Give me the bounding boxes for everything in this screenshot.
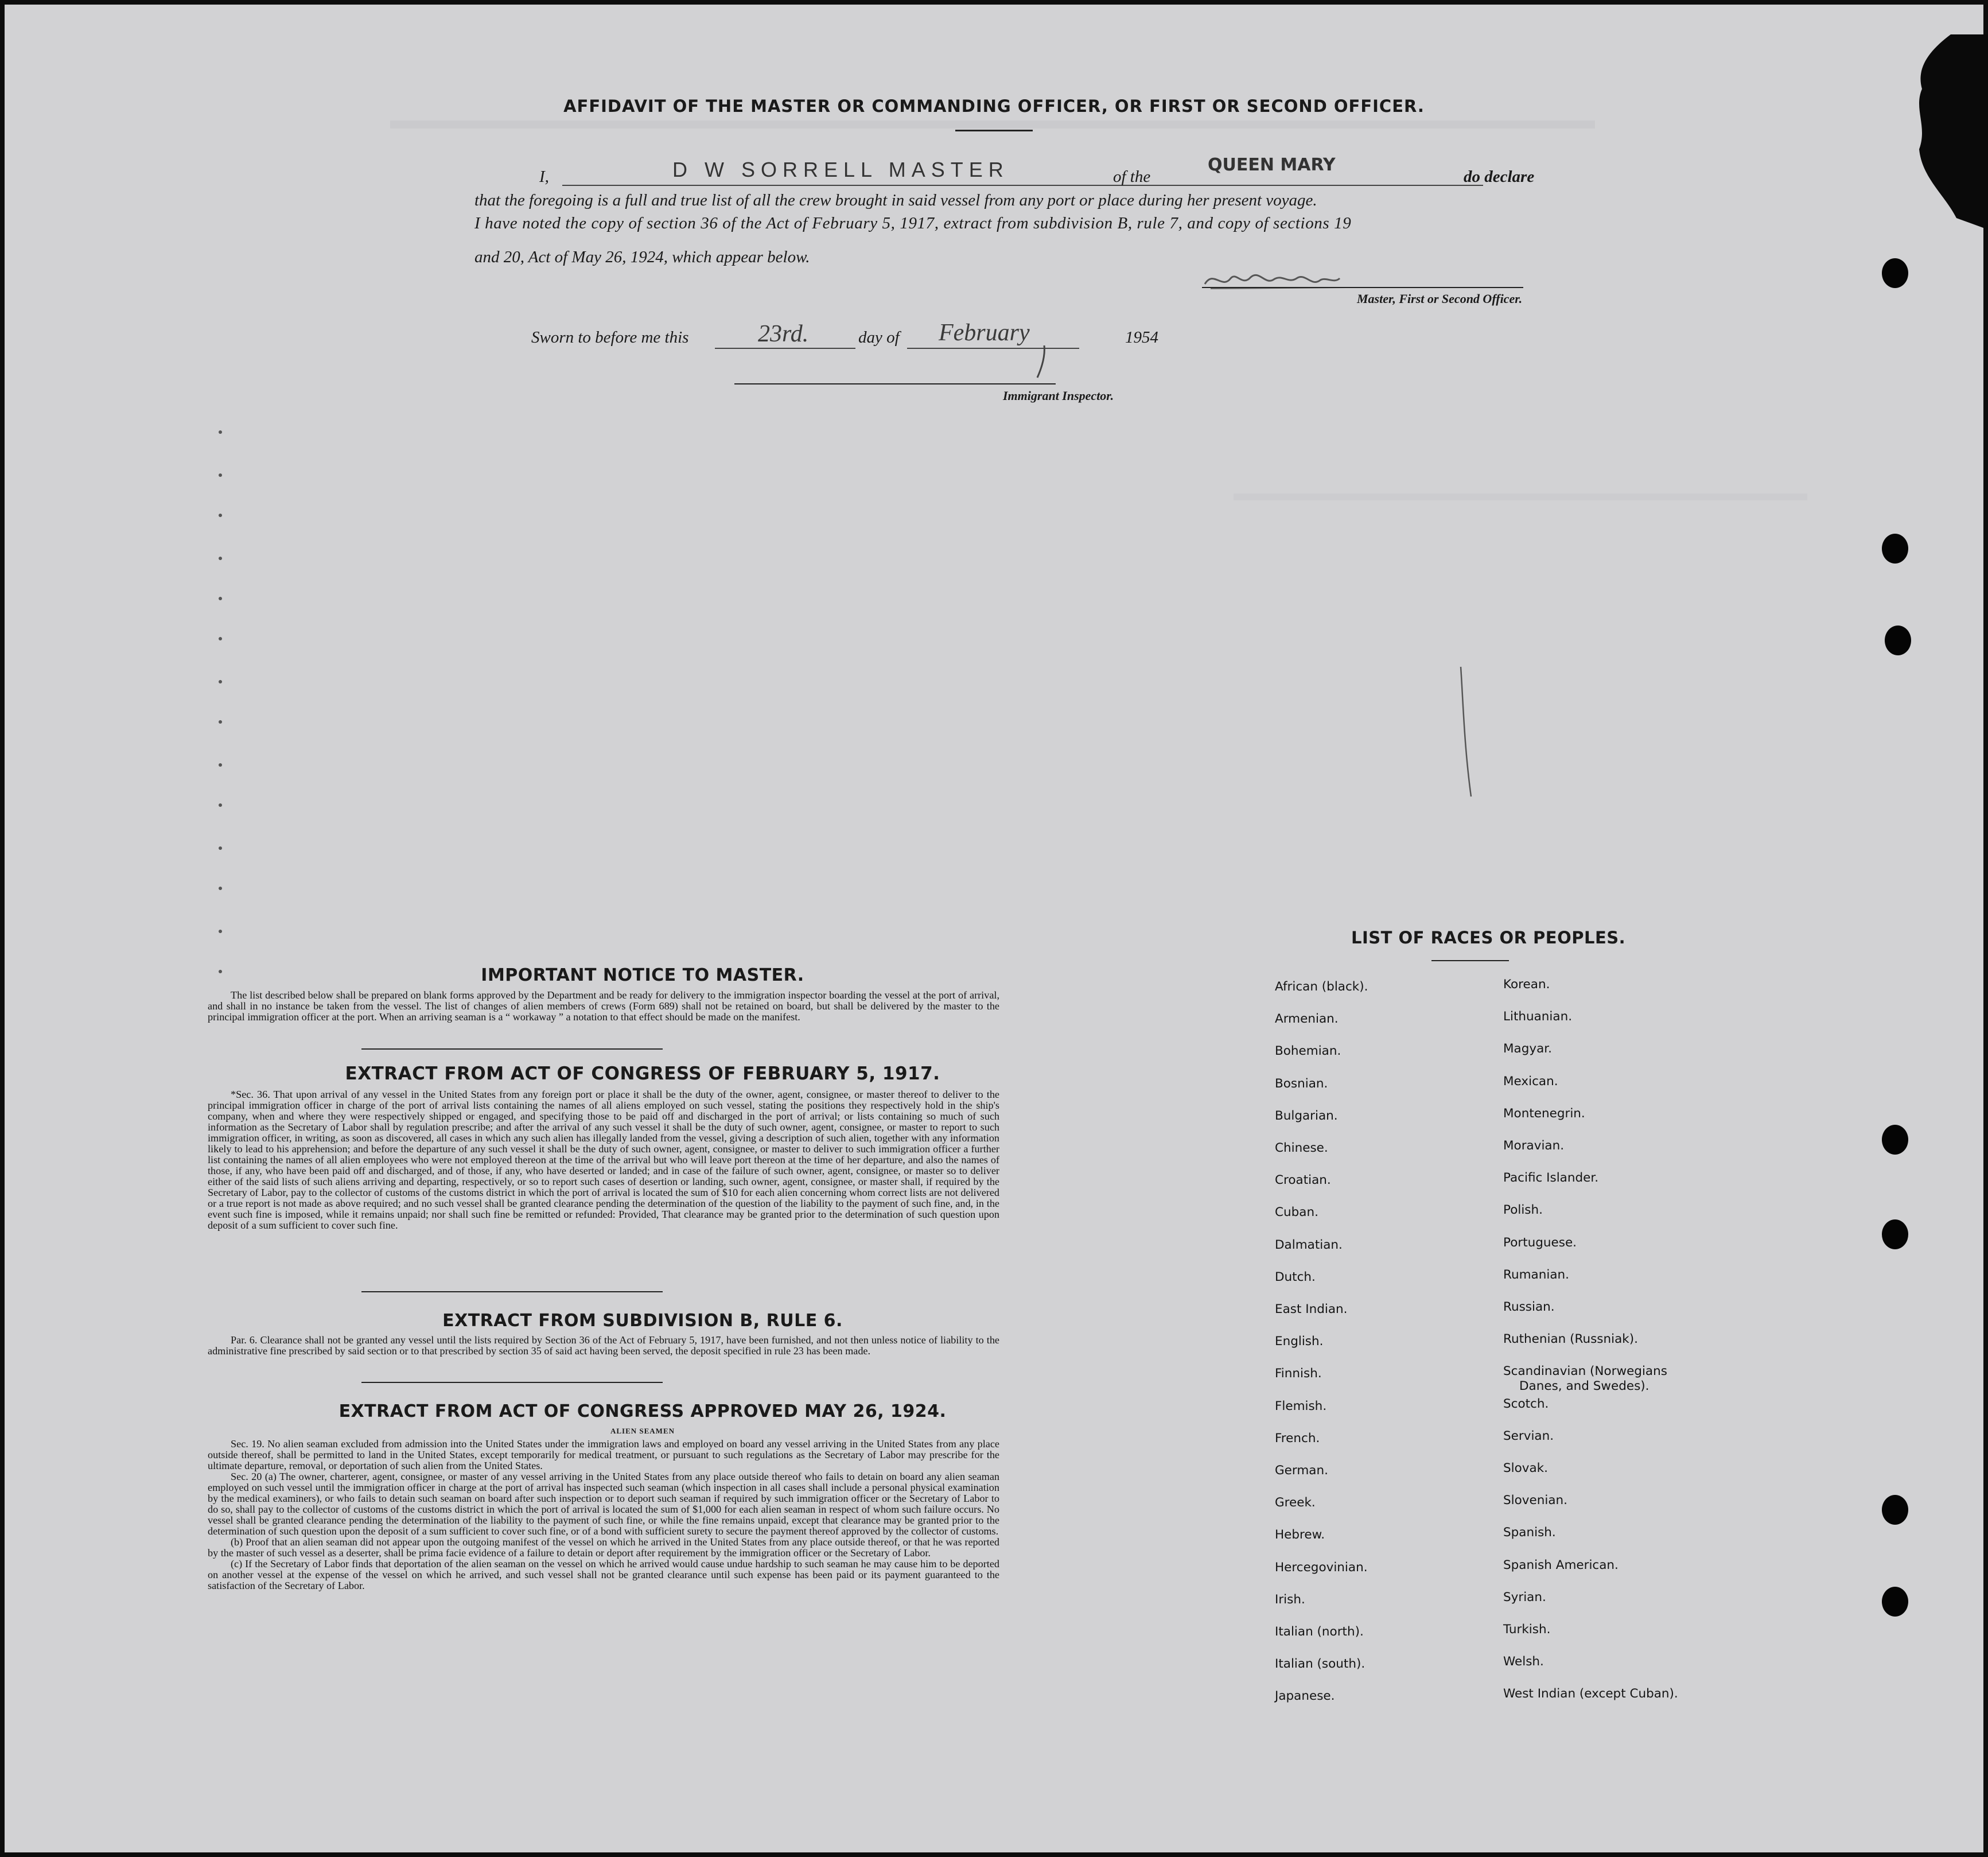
title-underline	[955, 130, 1033, 131]
margin-dot	[219, 887, 222, 890]
race-item: Montenegrin.	[1503, 1106, 1585, 1121]
margin-dot	[219, 473, 222, 477]
race-item: Slovak.	[1503, 1461, 1548, 1475]
race-item: Flemish.	[1275, 1398, 1327, 1413]
stray-pen-mark	[1457, 666, 1475, 798]
master-name-handwritten: D W SORRELL MASTER	[672, 158, 1009, 181]
sworn-month-handwritten: February	[939, 320, 1030, 346]
notice-paragraph: The list described below shall be prepared on blank forms approved by the Department and be ready for delivery to the immigration inspector boarding the vessel at the port of arrival, and shall in no instance be taken from the vessel. The list of changes of alien members of crews (Form 689) shall not be retained on board, but shall be delivered by the master to the principal immigration officer at the port. When an arriving seaman is a “ workaway ” a notation to that effect should be made on the manifest.	[208, 989, 999, 1023]
margin-dot	[219, 720, 222, 724]
binder-hole	[1885, 626, 1911, 655]
race-item: Scotch.	[1503, 1396, 1549, 1411]
bleed-through-shadow-2	[1234, 494, 1807, 518]
race-item: Bosnian.	[1275, 1076, 1328, 1091]
extract1-title: EXTRACT FROM ACT OF CONGRESS OF FEBRUARY 5, 1917.	[345, 1063, 940, 1084]
margin-dot	[219, 597, 222, 600]
of-the-label: of the	[1113, 168, 1151, 186]
pen-stroke	[1033, 344, 1050, 379]
race-item: Lithuanian.	[1503, 1009, 1573, 1024]
sworn-year: 1954	[1125, 328, 1158, 347]
sworn-day-handwritten: 23rd.	[758, 321, 809, 347]
signature-caption: Master, First or Second Officer.	[1357, 292, 1523, 306]
master-signature	[1202, 267, 1397, 293]
race-item: Welsh.	[1503, 1654, 1544, 1669]
binder-hole	[1882, 258, 1908, 288]
extract3-paragraph-1: Sec. 19. No alien seaman excluded from admission into the United States under the immigration laws and employed on board any vessel arriving in the United States from any place outside thereof, shall be permitted to land in the United States, except temporarily for medical treatment, or pursuant to such regulations as the Secretary of Labor may prescribe for the ultimate departure, removal, or deportation of such alien from the United States.	[208, 1438, 999, 1471]
day-of-label: day of	[858, 328, 900, 347]
divider	[361, 1382, 663, 1383]
race-item: Slovenian.	[1503, 1493, 1567, 1508]
race-item: Chinese.	[1275, 1141, 1328, 1155]
extract1-paragraph: *Sec. 36. That upon arrival of any vessel in the United States from any foreign port or place it shall be the duty of the owner, agent, consignee, or master thereof to deliver to the principal immigration officer in charge of the port of arrival lists containing the names of all aliens employed on such vessel, stating the positions they respectively hold in the ship's company, when and where they were respectively shipped or engaged, and specifying those to be paid off and discharged in the port of arrival; or lists containing so much of such information as the Secretary of Labor shall by regulation prescribe; and after the arrival of any such vessel it shall be the duty of such owner, agent, consignee, or master to report to such immigration officer, in writing, as soon as discovered, all cases in which any such alien has illegally landed from the vessel, giving a description of such alien, together with any information likely to lead to his apprehension; and before the departure of any such vessel it shall be the duty of such owner, agent, consignee, or master to deliver to such immigration officer a further list containing the names of all alien employees who were not employed thereon at the time of the arrival but who will leave port thereon at the time of her departure, and also the names of those, if any, who have been paid off and discharged, and of those, if any, who have deserted or landed; and in case of the failure of such owner, agent, consignee, or master so to deliver either of the said lists of such aliens arriving and departing, respectively, or so to report such cases of desertion or landing, such owner, agent, consignee, or master shall, if required by the Secretary of Labor, pay to the collector of customs of the customs district in which the port of arrival is located the sum of $10 for each alien concerning whom correct lists are not delivered or a true report is not made as above required; and no such vessel shall be granted clearance pending the determination of the question of the liability to the payment of such fine, and, in the event such fine is imposed, while it remains unpaid; nor shall such fine be remitted or refunded: Provided, That clearance may be granted prior to the determination of such question upon deposit of a sum sufficient to cover such fine.	[208, 1089, 999, 1231]
extract1-text	[208, 1089, 999, 1231]
race-item: Moravian.	[1503, 1139, 1565, 1153]
race-item: Polish.	[1503, 1203, 1543, 1218]
binder-hole	[1882, 534, 1908, 564]
race-item: Greek.	[1275, 1495, 1316, 1510]
extract3-title: EXTRACT FROM ACT OF CONGRESS APPROVED MAY 26, 1924.	[339, 1401, 947, 1421]
races-title-underline	[1431, 960, 1509, 961]
extract2-paragraph: Par. 6. Clearance shall not be granted any vessel until the lists required by Section 36 of the Act of February 5, 1917, have been furnished, and not then unless notice of liability to the administrative fine prescribed by said section or to that prescribed by section 35 of said act having been served, the deposit specified in rule 23 has been made.	[208, 1334, 999, 1357]
declaration-line-2: that the foregoing is a full and true list of all the crew brought in said vessel from any port or place during her present voyage.	[474, 191, 1317, 209]
race-item: Croatian.	[1275, 1173, 1331, 1188]
inspector-caption: Immigrant Inspector.	[1003, 389, 1114, 403]
divider	[361, 1048, 663, 1050]
extract3-paragraph-4: (c) If the Secretary of Labor finds that deportation of the alien seaman on the vessel on which he arrived would cause undue hardship to such seaman he may cause him to be deported on another vessel at the expense of the vessel on which he arrived, and such vessel shall not be granted clearance until such expense has been paid or its payment guaranteed to the satisfaction of the Secretary of Labor.	[208, 1558, 999, 1591]
race-item: German.	[1275, 1463, 1328, 1478]
race-item: Syrian.	[1503, 1590, 1546, 1605]
races-title: LIST OF RACES OR PEOPLES.	[1351, 928, 1626, 947]
race-item: Dalmatian.	[1275, 1237, 1343, 1252]
extract3-subtitle: ALIEN SEAMEN	[610, 1427, 675, 1435]
race-item: Bohemian.	[1275, 1044, 1341, 1059]
race-item: Bulgarian.	[1275, 1108, 1338, 1123]
binder-hole	[1882, 1125, 1908, 1155]
race-item: Hebrew.	[1275, 1528, 1325, 1543]
month-underline	[907, 348, 1079, 349]
race-item: Turkish.	[1503, 1622, 1551, 1637]
sworn-label: Sworn to before me this	[531, 328, 689, 347]
declaration-line-3: I have noted the copy of section 36 of the Act of February 5, 1917, extract from subdivision B, rule 7, and copy of sections 19	[474, 214, 1352, 232]
signature-line	[1202, 287, 1523, 288]
race-item: Japanese.	[1275, 1689, 1335, 1704]
margin-dot	[219, 680, 222, 683]
race-item: Servian.	[1503, 1428, 1554, 1443]
extract3-paragraph-2: Sec. 20 (a) The owner, charterer, agent, consignee, or master of any vessel arriving in the United States from any place outside thereof who fails to detain on board any alien seaman employed on such vessel until the immigration officer in charge at the port of arrival has inspected such seaman (which inspection in all cases shall include a personal physical examination by the medical examiners), or who fails to detain such seaman on board after such inspection or to deport such seaman if required by such immigration officer or the Secretary of Labor to do so, shall pay to the collector of customs of the customs district in which the port of arrival is located the sum of $1,000 for each alien seaman in respect of whom such failure occurs. No vessel shall be granted clearance pending the determination of the liability to the payment of such fine, or while the fine remains unpaid, except that clearance may be granted prior to the determination of such question upon the deposit of a sum sufficient to cover such fine, or of a bond with sufficient surety to secure the payment thereof approved by the collector of customs.	[208, 1471, 999, 1537]
bleed-through-shadow	[390, 121, 1595, 151]
margin-dot	[219, 803, 222, 807]
binder-hole	[1882, 1219, 1908, 1249]
pronoun: I,	[539, 168, 549, 186]
race-item: Italian (north).	[1275, 1625, 1364, 1639]
race-item: Armenian.	[1275, 1012, 1339, 1027]
vessel-name-underline	[1173, 185, 1483, 186]
margin-dot	[219, 930, 222, 933]
race-item: Ruthenian (Russniak).	[1503, 1332, 1638, 1347]
race-item: West Indian (except Cuban).	[1503, 1687, 1678, 1701]
race-item: Hercegovinian.	[1275, 1560, 1368, 1575]
race-item: Cuban.	[1275, 1205, 1318, 1220]
binder-hole	[1882, 1587, 1908, 1617]
master-name-underline	[562, 185, 1193, 186]
torn-corner-shape	[1859, 34, 1988, 230]
declaration-line-1	[539, 155, 1693, 191]
notice-title: IMPORTANT NOTICE TO MASTER.	[481, 965, 804, 985]
race-item: Irish.	[1275, 1592, 1305, 1607]
affidavit-title: AFFIDAVIT OF THE MASTER OR COMMANDING OFFICER, OR FIRST OR SECOND OFFICER.	[563, 96, 1425, 116]
extract3-paragraph-3: (b) Proof that an alien seaman did not appear upon the outgoing manifest of the vessel on which he arrived in the United States from any place outside thereof, or that he was reported by the master of such vessel as a deserter, shall be prima facie evidence of a failure to detain or deport after requirement by the immigration officer or the Secretary of Labor.	[208, 1536, 999, 1559]
race-item: Italian (south).	[1275, 1657, 1365, 1672]
inspector-signature-line	[734, 383, 1056, 384]
vessel-name-stamp: QUEEN MARY	[1208, 155, 1336, 175]
race-item: Russian.	[1503, 1300, 1555, 1314]
notice-text	[208, 990, 999, 1023]
divider	[361, 1291, 663, 1292]
margin-dot	[219, 430, 222, 434]
race-item: Mexican.	[1503, 1074, 1558, 1089]
binder-hole	[1882, 1495, 1908, 1525]
race-item: Danes, and Swedes).	[1519, 1379, 1649, 1394]
margin-dot	[219, 514, 222, 517]
race-item: Portuguese.	[1503, 1235, 1577, 1250]
race-item: Finnish.	[1275, 1366, 1322, 1381]
race-item: Spanish.	[1503, 1525, 1556, 1540]
day-underline	[715, 348, 855, 349]
extract2-title: EXTRACT FROM SUBDIVISION B, RULE 6.	[442, 1311, 843, 1331]
race-item: Pacific Islander.	[1503, 1171, 1599, 1186]
declaration-line-4: and 20, Act of May 26, 1924, which appear below.	[474, 248, 810, 266]
race-item: Korean.	[1503, 977, 1550, 992]
race-item: English.	[1275, 1334, 1324, 1349]
sworn-line	[531, 321, 1203, 356]
margin-dot	[219, 763, 222, 767]
race-item: Spanish American.	[1503, 1557, 1619, 1572]
race-item: Scandinavian (Norwegians	[1503, 1364, 1667, 1379]
race-item: Magyar.	[1503, 1042, 1552, 1056]
margin-dot	[219, 846, 222, 850]
margin-dot	[219, 637, 222, 640]
race-item: French.	[1275, 1431, 1320, 1446]
extract3-text	[208, 1439, 999, 1591]
race-item: African (black).	[1275, 980, 1368, 994]
do-declare-label: do declare	[1464, 168, 1535, 186]
margin-dot	[219, 557, 222, 560]
race-item: East Indian.	[1275, 1302, 1348, 1316]
extract2-text	[208, 1335, 999, 1357]
race-item: Rumanian.	[1503, 1267, 1569, 1282]
race-item: Dutch.	[1275, 1269, 1316, 1284]
